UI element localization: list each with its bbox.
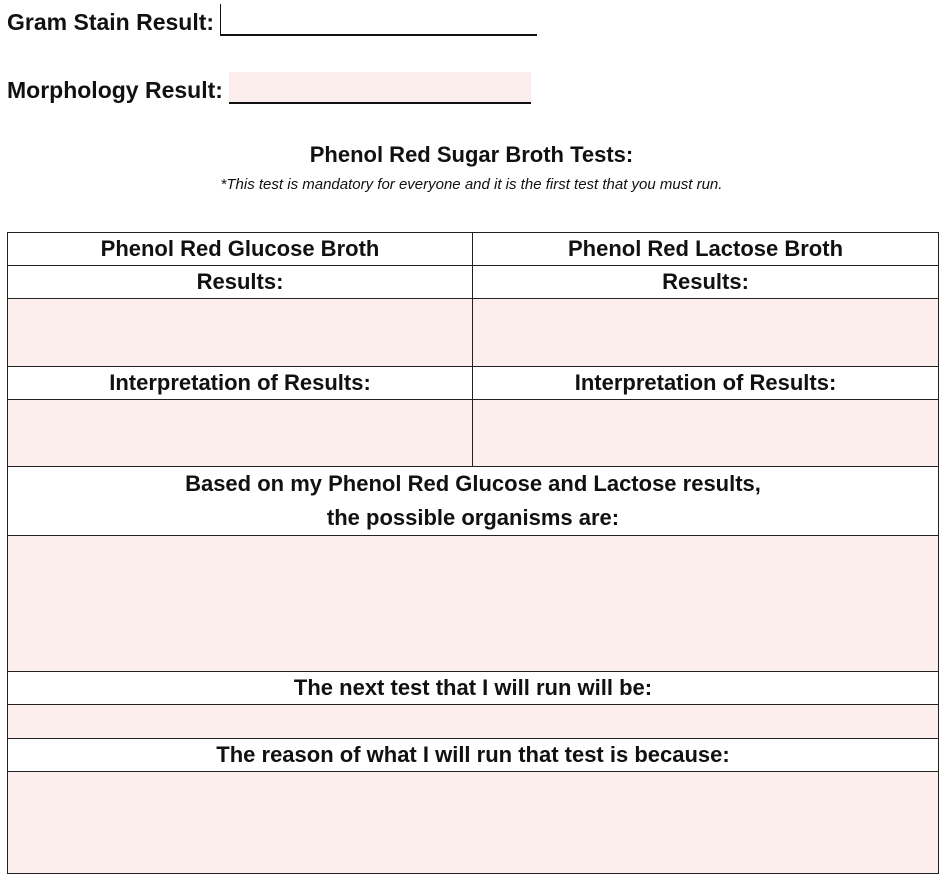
lactose-header: Phenol Red Lactose Broth	[473, 233, 939, 266]
table-row	[8, 705, 939, 739]
lactose-interpretation-label: Interpretation of Results:	[473, 367, 939, 400]
organisms-label-line2: the possible organisms are:	[326, 505, 620, 530]
morphology-field	[7, 72, 531, 104]
lactose-interpretation-input[interactable]	[473, 400, 939, 467]
lactose-results-label: Results:	[473, 266, 939, 299]
reason-input[interactable]	[8, 772, 939, 874]
table-row	[8, 367, 939, 400]
table-row	[8, 739, 939, 772]
organisms-label-line1: Based on my Phenol Red Glucose and Lactose results,	[185, 471, 761, 496]
lactose-results-input[interactable]	[473, 299, 939, 367]
next-test-input[interactable]	[8, 705, 939, 739]
section-title: Phenol Red Sugar Broth Tests:	[309, 142, 634, 167]
table-row	[8, 672, 939, 705]
gram-stain-label: Gram Stain Result:	[7, 9, 215, 35]
table-row	[8, 233, 939, 266]
morphology-input[interactable]	[229, 72, 531, 104]
reason-label: The reason of what I will run that test is because:	[8, 739, 939, 772]
morphology-label: Morphology Result:	[7, 77, 223, 103]
phenol-red-results-table	[7, 232, 939, 874]
glucose-results-label: Results:	[8, 266, 473, 299]
table-row	[8, 467, 939, 536]
glucose-interpretation-input[interactable]	[8, 400, 473, 467]
table-row	[8, 299, 939, 367]
next-test-label: The next test that I will run will be:	[8, 672, 939, 705]
glucose-interpretation-label: Interpretation of Results:	[8, 367, 473, 400]
table-row	[8, 536, 939, 672]
section-note: *This test is mandatory for everyone and it is the first test that you must run.	[220, 176, 723, 193]
organisms-label	[8, 467, 939, 536]
gram-stain-input[interactable]	[220, 4, 537, 36]
table-row	[8, 266, 939, 299]
glucose-header: Phenol Red Glucose Broth	[8, 233, 473, 266]
glucose-results-input[interactable]	[8, 299, 473, 367]
gram-stain-field	[7, 4, 537, 36]
organisms-input[interactable]	[8, 536, 939, 672]
table-row	[8, 772, 939, 874]
table-row	[8, 400, 939, 467]
